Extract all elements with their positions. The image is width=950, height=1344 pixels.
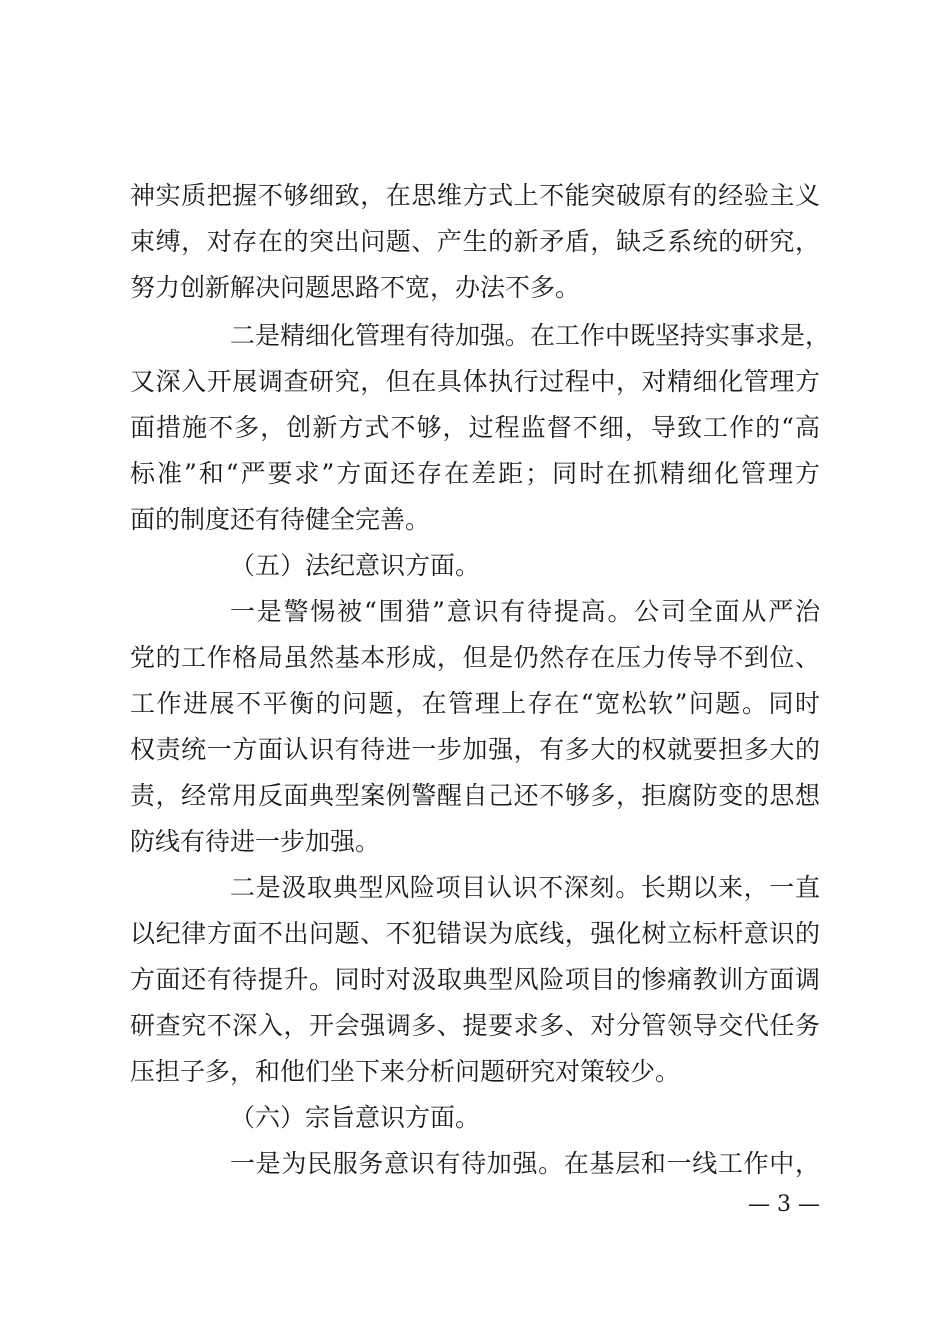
paragraph-start-line: 一是警惕被“围猎”意识有待提高。公司全面从严治 [230, 597, 820, 626]
paragraph-start-line: 二是汲取典型风险项目认识不深刻。长期以来，一直 [230, 873, 820, 902]
page-number: — 3 — [748, 1192, 820, 1217]
text-line: 又深入开展调查研究，但在具体执行过程中，对精细化管理方 [130, 367, 820, 396]
text-line: 束缚，对存在的突出问题、产生的新矛盾，缺乏系统的研究， [130, 227, 820, 256]
text-line: 标准”和“严要求”方面还存在差距；同时在抓精细化管理方 [130, 459, 820, 488]
text-line: 努力创新解决问题思路不宽，办法不多。 [130, 273, 581, 302]
text-line: 权责统一方面认识有待进一步加强，有多大的权就要担多大的 [130, 735, 820, 764]
section-heading-five: （五）法纪意识方面。 [230, 551, 481, 580]
text-line: 以纪律方面不出问题、不犯错误为底线，强化树立标杆意识的 [130, 919, 820, 948]
text-line: 工作进展不平衡的问题，在管理上存在“宽松软”问题。同时 [130, 689, 820, 718]
text-line: 神实质把握不够细致，在思维方式上不能突破原有的经验主义 [130, 181, 820, 210]
text-line: 压担子多，和他们坐下来分析问题研究对策较少。 [130, 1057, 681, 1086]
text-line: 防线有待进一步加强。 [130, 827, 381, 856]
text-line: 面的制度还有待健全完善。 [130, 505, 431, 534]
text-line: 党的工作格局虽然基本形成，但是仍然存在压力传导不到位、 [130, 643, 820, 672]
text-line: 研查究不深入，开会强调多、提要求多、对分管领导交代任务 [130, 1011, 820, 1040]
section-heading-six: （六）宗旨意识方面。 [230, 1103, 481, 1132]
text-line: 方面还有待提升。同时对汲取典型风险项目的惨痛教训方面调 [130, 965, 820, 994]
text-line: 责，经常用反面典型案例警醒自己还不够多，拒腐防变的思想 [130, 781, 820, 810]
text-line: 面措施不多，创新方式不够，过程监督不细，导致工作的“高 [130, 413, 820, 442]
paragraph-start-line: 二是精细化管理有待加强。在工作中既坚持实事求是， [230, 321, 831, 350]
paragraph-start-line: 一是为民服务意识有待加强。在基层和一线工作中， [230, 1149, 820, 1178]
